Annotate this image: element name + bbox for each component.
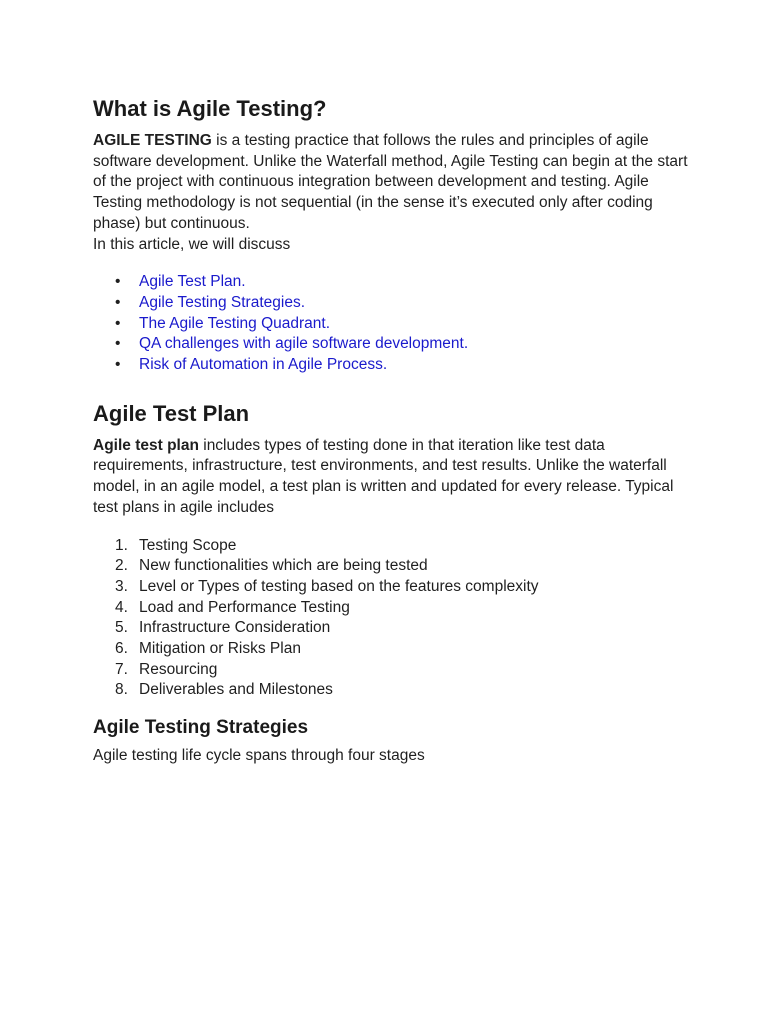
link-qa-challenges[interactable]: QA challenges with agile software development. [139, 335, 469, 353]
bullet-icon: • [115, 314, 121, 332]
list-item [93, 293, 693, 314]
intro-bold-term: AGILE TESTING [93, 132, 212, 149]
link-agile-testing-quadrant[interactable]: The Agile Testing Quadrant. [139, 314, 331, 332]
bullet-icon: • [115, 335, 121, 353]
list-item: 2. New functionalities which are being tested [115, 557, 428, 575]
link-risk-of-automation[interactable]: Risk of Automation in Agile Process. [139, 356, 388, 374]
list-item: 3. Level or Types of testing based on the features complexity [115, 577, 539, 595]
test-plan-items-list [93, 536, 693, 702]
list-item-text: Load and Performance Testing [139, 598, 350, 616]
article-links-list [93, 272, 693, 376]
heading-agile-test-plan: Agile Test Plan [93, 400, 250, 426]
list-item: 8. Deliverables and Milestones [115, 681, 333, 699]
list-item-text: Deliverables and Milestones [139, 681, 333, 699]
list-item [93, 355, 693, 376]
list-item-text: Resourcing [139, 660, 218, 678]
list-item-text: Level or Types of testing based on the features complexity [139, 577, 539, 595]
bullet-icon: • [115, 356, 121, 374]
intro-paragraph [93, 131, 693, 235]
test-plan-text: includes types of testing done in that iteration like test data requirements, infrastructure, test environments, and test results. Unlike the waterfall model, in an agile model, a test plan is written and updated for every release. Typical test plans in agile includes [93, 436, 674, 516]
link-agile-test-plan[interactable]: Agile Test Plan. [139, 273, 246, 291]
list-item: 6. Mitigation or Risks Plan [115, 640, 301, 658]
link-agile-testing-strategies[interactable]: Agile Testing Strategies. [139, 293, 306, 311]
strategies-text: Agile testing life cycle spans through four stages [93, 747, 425, 765]
heading-agile-testing-strategies: Agile Testing Strategies [93, 717, 309, 739]
list-item [93, 272, 693, 293]
list-item-text: Testing Scope [139, 536, 237, 554]
list-item-text: New functionalities which are being tested [139, 557, 428, 575]
list-item: 1. Testing Scope [115, 536, 237, 554]
test-plan-paragraph [93, 436, 693, 519]
list-item: 7. Resourcing [115, 660, 218, 678]
heading-what-is-agile-testing: What is Agile Testing? [93, 96, 327, 121]
discuss-text: In this article, we will discuss [93, 235, 291, 253]
list-item [93, 314, 693, 335]
list-item: 5. Infrastructure Consideration [115, 619, 331, 637]
list-item-text: Infrastructure Consideration [139, 619, 331, 637]
list-item: 4. Load and Performance Testing [115, 598, 350, 616]
list-item-text: Mitigation or Risks Plan [139, 640, 301, 658]
test-plan-bold-term: Agile test plan [93, 436, 199, 454]
list-item [93, 334, 693, 355]
bullet-icon: • [115, 273, 121, 291]
document-page [93, 93, 693, 767]
bullet-icon: • [115, 293, 121, 311]
intro-text: is a testing practice that follows the rules and principles of agile software development. Unlike the Waterfall method, Agile Testing can begin at the start of the project with continuous integration between development and testing. Agile Testing methodology is not sequential (in the sense it’s executed only after coding phase) but continuous. [93, 132, 688, 232]
